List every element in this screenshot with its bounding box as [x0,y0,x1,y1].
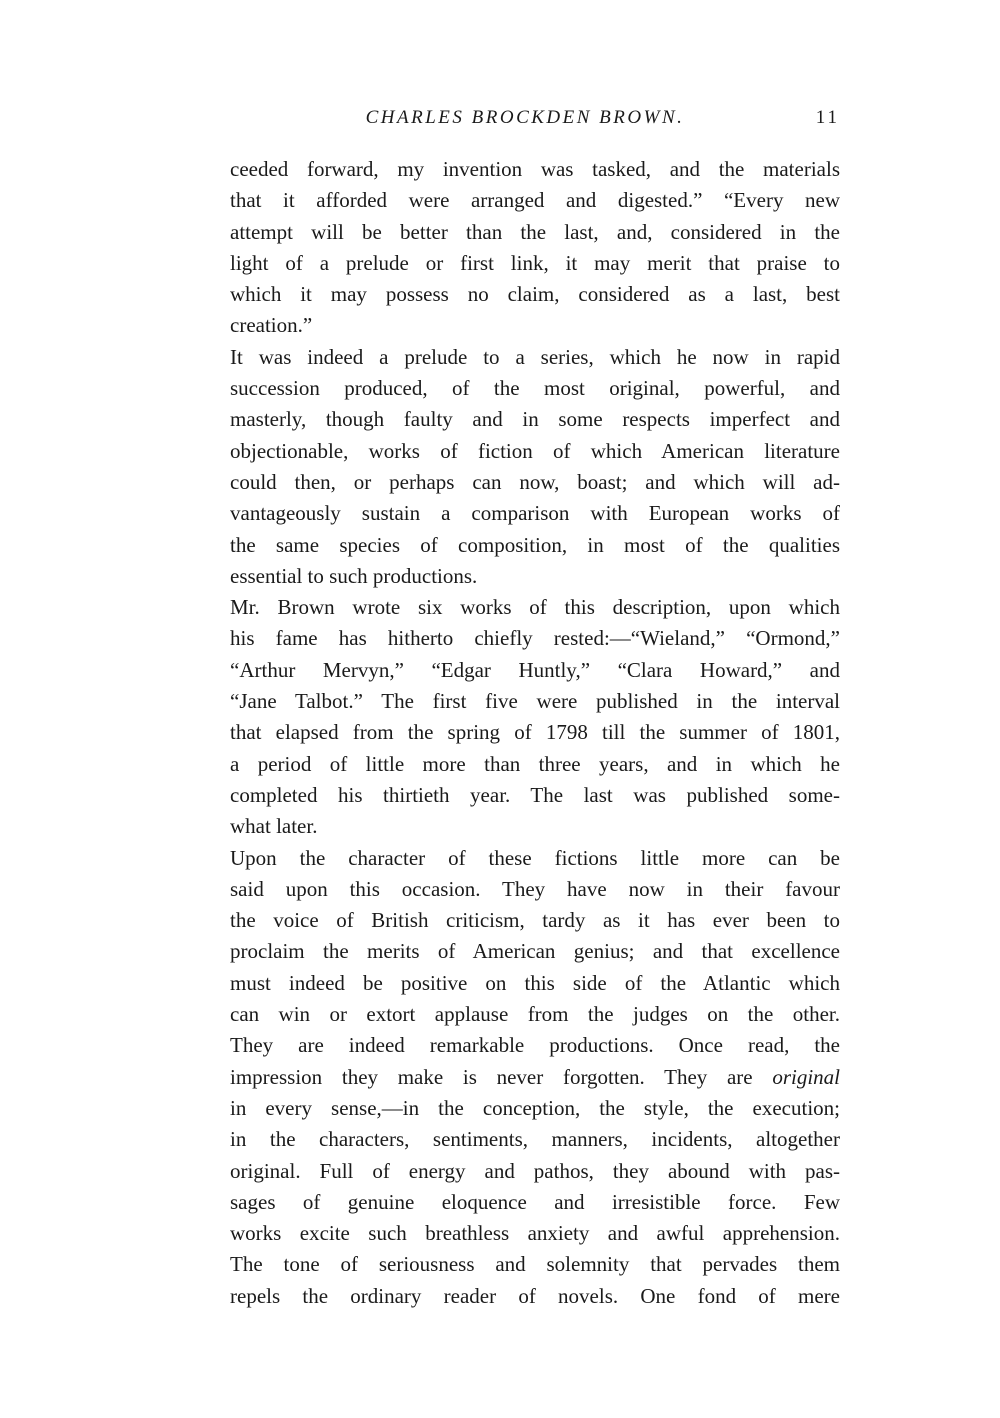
text-line: Mr. Brown wrote six works of this description, upon which [230,595,840,620]
text-line: which it may possess no claim, considered as a last, best [230,282,840,307]
text-line: The tone of seriousness and solemnity that pervades them [230,1252,840,1277]
paragraph [230,592,840,842]
text-line: essential to such productions. [230,563,478,588]
page-header [230,103,840,133]
body-text [230,154,840,1312]
text-line: attempt will be better than the last, and, considered in the [230,219,840,244]
text-line: what later. [230,814,318,839]
text-line: his fame has hitherto chiefly rested:—“Wieland,” “Ormond,” [230,626,840,651]
page-number: 11 [815,107,840,128]
text-line: They are indeed remarkable productions. Once read, the [230,1033,840,1058]
text-line: sages of genuine eloquence and irresistible force. Few [230,1189,840,1214]
text-line: “Jane Talbot.” The first five were published in the interval [230,689,840,714]
paragraph [230,342,840,592]
text-line: that it afforded were arranged and digested.” “Every new [230,188,840,213]
paragraph [230,843,840,1312]
running-title: CHARLES BROCKDEN BROWN. [365,107,685,128]
text-line: masterly, though faulty and in some respects imperfect and [230,407,840,432]
text-line: can win or extort applause from the judges on the other. [230,1002,840,1027]
text-line: ceeded forward, my invention was tasked, and the materials [230,157,840,181]
text-line: succession produced, of the most original, powerful, and [230,376,840,401]
text-line: that elapsed from the spring of 1798 till the summer of 1801, [230,720,840,745]
text-line: a period of little more than three years, and in which he [230,751,840,776]
text-line: “Arthur Mervyn,” “Edgar Huntly,” “Clara Howard,” and [230,657,840,682]
text-line: could then, or perhaps can now, boast; and which will ad- [230,469,840,494]
text-line: the same species of composition, in most of the qualities [230,532,840,557]
text-line: said upon this occasion. They have now in their favour [230,876,840,901]
text-run: impression they make is never forgotten. They are [230,1064,773,1089]
text-line: objectionable, works of fiction of which American literature [230,438,840,463]
text-line: repels the ordinary reader of novels. One fond of mere [230,1283,840,1308]
text-line: in the characters, sentiments, manners, incidents, altogether [230,1127,840,1152]
text-line: completed his thirtieth year. The last was published some- [230,782,840,807]
text-line: original. Full of energy and pathos, they abound with pas- [230,1158,840,1183]
text-line: proclaim the merits of American genius; and that excellence [230,939,840,964]
text-line: works excite such breathless anxiety and awful apprehension. [230,1221,840,1246]
text-line: must indeed be positive on this side of the Atlantic which [230,970,840,995]
text-line: It was indeed a prelude to a series, which he now in rapid [230,344,840,369]
text-line [230,1062,840,1093]
text-line: creation.” [230,313,313,338]
text-line: vantageously sustain a comparison with European works of [230,501,840,526]
text-line: the voice of British criticism, tardy as it has ever been to [230,908,840,933]
paragraph [230,154,840,342]
italic-emphasis: original [772,1064,840,1089]
text-line: Upon the character of these fictions little more can be [230,845,840,870]
text-line: in every sense,—in the conception, the style, the execution; [230,1095,840,1120]
text-line: light of a prelude or first link, it may merit that praise to [230,250,840,275]
